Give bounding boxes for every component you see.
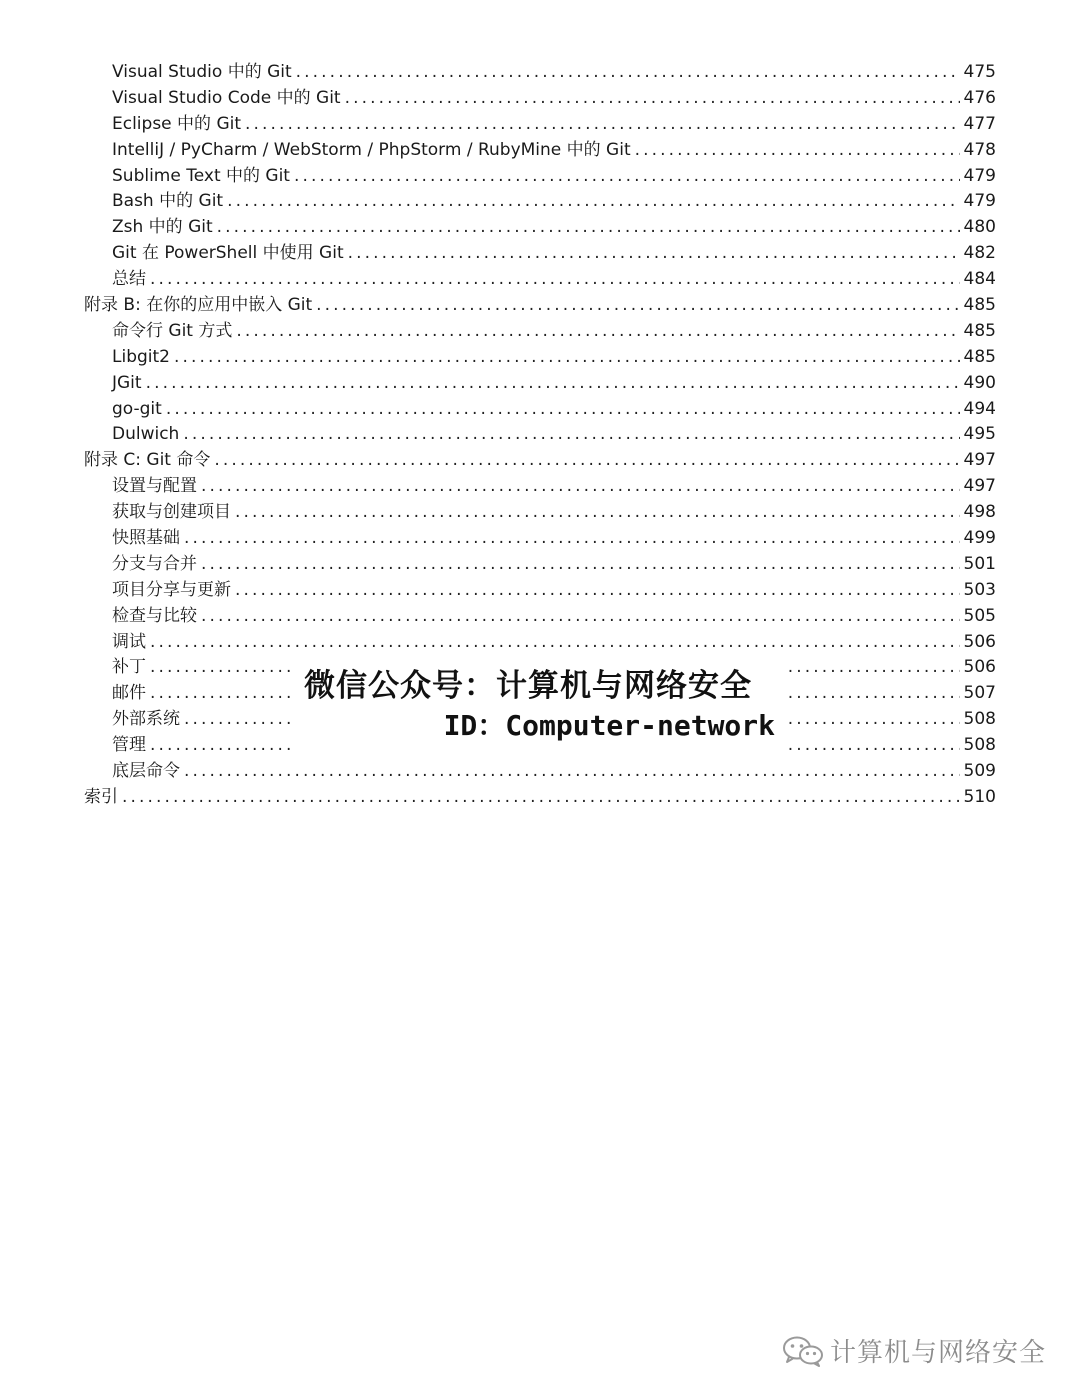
toc-dot-leader: [296, 60, 960, 86]
toc-entry-title: go-git: [112, 398, 162, 419]
toc-entry[interactable]: [84, 60, 996, 86]
toc-entry-title: 补丁: [112, 657, 146, 678]
toc-entry-page-number: 506: [963, 631, 996, 652]
toc-dot-leader: [174, 345, 960, 371]
toc-entry[interactable]: [84, 293, 996, 319]
toc-entry[interactable]: [84, 138, 996, 164]
toc-entry-title: Zsh 中的 Git: [112, 217, 213, 238]
toc-entry-title: Git 在 PowerShell 中使用 Git: [112, 243, 344, 264]
toc-entry[interactable]: [84, 552, 996, 578]
toc-entry-page-number: 497: [963, 450, 996, 471]
toc-entry-page-number: 498: [963, 502, 996, 523]
toc-dot-leader: [217, 215, 960, 241]
toc-entry-page-number: 509: [963, 761, 996, 782]
toc-entry[interactable]: [84, 604, 996, 630]
toc-entry-title: JGit: [112, 372, 142, 393]
toc-entry-title: Bash 中的 Git: [112, 191, 224, 212]
toc-entry[interactable]: [84, 189, 996, 215]
toc-entry-title: 附录 C: Git 命令: [84, 450, 211, 471]
toc-entry-title: Visual Studio Code 中的 Git: [112, 87, 341, 108]
toc-entry[interactable]: [84, 241, 996, 267]
toc-entry-title: 管理: [112, 735, 146, 756]
watermark-overlay: [290, 650, 785, 756]
toc-entry-page-number: 480: [963, 217, 996, 238]
toc-dot-leader: [227, 189, 959, 215]
toc-dot-leader: [316, 293, 959, 319]
toc-entry-page-number: 510: [963, 786, 996, 807]
toc-entry-page-number: 507: [963, 683, 996, 704]
toc-dot-leader: [201, 552, 960, 578]
toc-dot-leader: [294, 164, 960, 190]
toc-entry-title: 索引: [84, 786, 118, 807]
toc-dot-leader: [122, 785, 960, 811]
toc-entry-page-number: 479: [963, 191, 996, 212]
toc-entry-title: Dulwich: [112, 424, 180, 445]
toc-entry-page-number: 499: [963, 528, 996, 549]
toc-entry-page-number: 508: [963, 735, 996, 756]
toc-entry-page-number: 484: [963, 269, 996, 290]
toc-dot-leader: [348, 241, 960, 267]
toc-entry-title: 邮件: [112, 683, 146, 704]
toc-entry[interactable]: [84, 397, 996, 423]
toc-entry-page-number: 497: [963, 476, 996, 497]
toc-entry-title: 快照基础: [112, 528, 180, 549]
toc-entry[interactable]: [84, 526, 996, 552]
toc-entry[interactable]: [84, 448, 996, 474]
toc-dot-leader: [201, 474, 960, 500]
toc-entry[interactable]: [84, 267, 996, 293]
toc-entry[interactable]: [84, 345, 996, 371]
toc-dot-leader: [635, 138, 960, 164]
footer-brand-text: 计算机与网络安全: [829, 1338, 1046, 1368]
toc-entry-page-number: 485: [963, 346, 996, 367]
toc-entry-title: 命令行 Git 方式: [112, 320, 233, 341]
toc-entry-title: 设置与配置: [112, 476, 197, 497]
toc-entry-title: 外部系统: [112, 709, 180, 730]
toc-entry-page-number: 495: [963, 424, 996, 445]
toc-entry-page-number: 485: [963, 320, 996, 341]
toc-entry-page-number: 476: [963, 87, 996, 108]
toc-entry-page-number: 506: [963, 657, 996, 678]
toc-entry-title: 调试: [112, 631, 146, 652]
toc-dot-leader: [235, 578, 960, 604]
toc-entry[interactable]: [84, 500, 996, 526]
toc-entry-page-number: 508: [963, 709, 996, 730]
toc-entry-page-number: 475: [963, 62, 996, 82]
toc-entry-page-number: 505: [963, 605, 996, 626]
watermark-line-2: ID：Computer-network: [443, 709, 775, 742]
toc-entry[interactable]: [84, 215, 996, 241]
toc-entry-title: Libgit2: [112, 346, 170, 367]
toc-entry[interactable]: [84, 785, 996, 811]
toc-dot-leader: [183, 422, 959, 448]
toc-dot-leader: [235, 500, 960, 526]
toc-entry-page-number: 485: [963, 295, 996, 316]
wechat-icon: [782, 1335, 824, 1367]
toc-dot-leader: [146, 371, 960, 397]
toc-entry-title: 附录 B: 在你的应用中嵌入 Git: [84, 295, 313, 316]
toc-entry-page-number: 482: [963, 243, 996, 264]
toc-entry-page-number: 490: [963, 372, 996, 393]
footer-brand: [782, 1332, 1046, 1369]
toc-dot-leader: [150, 267, 960, 293]
toc-entry-title: 总结: [112, 269, 146, 290]
toc-entry[interactable]: [84, 86, 996, 112]
toc-entry[interactable]: [84, 319, 996, 345]
toc-entry-page-number: 494: [963, 398, 996, 419]
toc-entry-title: Eclipse 中的 Git: [112, 113, 242, 134]
toc-dot-leader: [184, 759, 960, 785]
toc-entry-page-number: 503: [963, 579, 996, 600]
toc-dot-leader: [166, 397, 960, 423]
toc-entry[interactable]: [84, 371, 996, 397]
toc-entry-page-number: 479: [963, 165, 996, 186]
toc-entry-title: 检查与比较: [112, 605, 197, 626]
toc-dot-leader: [236, 319, 959, 345]
toc-entry-title: 获取与创建项目: [112, 502, 231, 523]
toc-dot-leader: [201, 604, 960, 630]
toc-entry-title: 项目分享与更新: [112, 579, 231, 600]
toc-entry-title: 分支与合并: [112, 553, 197, 574]
toc-entry[interactable]: [84, 164, 996, 190]
toc-entry-page-number: 478: [963, 139, 996, 160]
toc-entry-page-number: 477: [963, 113, 996, 134]
toc-dot-leader: [245, 112, 960, 138]
toc-entry[interactable]: [84, 422, 996, 448]
toc-dot-leader: [214, 448, 959, 474]
toc-entry[interactable]: [84, 112, 996, 138]
toc-entry[interactable]: [84, 578, 996, 604]
toc-entry-title: 底层命令: [112, 761, 180, 782]
toc-entry-title: Sublime Text 中的 Git: [112, 165, 290, 186]
toc-entry-title: IntelliJ / PyCharm / WebStorm / PhpStorm / RubyMine 中的 Git: [112, 139, 631, 160]
toc-entry-title: Visual Studio 中的 Git: [112, 62, 292, 82]
watermark-line-1: 微信公众号：计算机与网络安全: [304, 668, 752, 704]
toc-entry-page-number: 501: [963, 553, 996, 574]
toc-entry[interactable]: [84, 474, 996, 500]
toc-entry[interactable]: [84, 759, 996, 785]
toc-dot-leader: [345, 86, 960, 112]
toc-dot-leader: [184, 526, 960, 552]
